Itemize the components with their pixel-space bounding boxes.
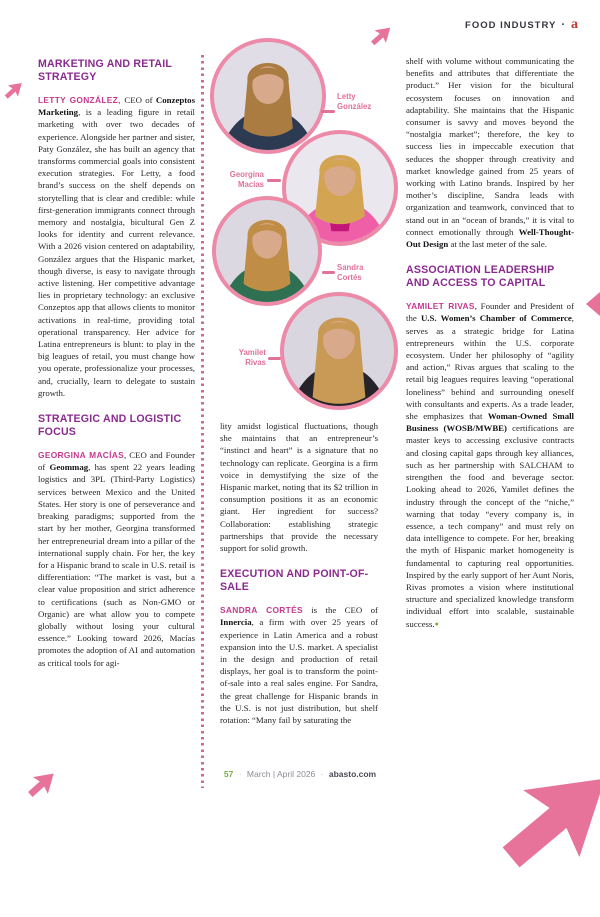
paragraph-sandra: SANDRA CORTÉS is the CEO of Innercia, a firm with over 25 years of experience in Latin America and a robust expansion into the U.S. market. A specialist in the design and production of retail displays, her goal is to transform the point-of-sale into a real sales engine. For Sandra, the great challenge for Hispanic brands in the U.S. is not just distribution, but shelf rotation: “Many fail by saturating the <box>220 605 378 726</box>
phrase-wosb-mwbe: Woman-Owned Small Business (WOSB/MWBE) <box>406 411 574 434</box>
arrow-icon <box>2 78 26 102</box>
column-1 <box>38 58 195 774</box>
company-geommag: Geommag <box>49 462 89 473</box>
photo-label-sandra: Sandra Cortés <box>337 263 364 282</box>
paragraph-yamilet: YAMILET RIVAS, Founder and President of the U.S. Women’s Chamber of Commerce, serves as a strategic bridge for Latina entrepreneurs within the U.S. corporate ecosystem. Under her philosophy of “agility and action,” Rivas argues that scaling to the retail big leagues requires leaving “operational loneliness” behind and surrounding oneself with consultants and experts. As a trade leader, she emphasizes that Woman-Owned Small Business (WOSB/MWBE) certifications are master keys to accessing exclusive contracts and closing capital gaps through key alliances, such as her partnership with SALCHAM to strengthen the food and beverage sector. Looking ahead to 2026, Yamilet defines the industry through the concept of the “niche,” warning that today “every company is, in essence, a tech company” and must rely on data intelligence to compete. For her, breaking the myth of Hispanic market homogeneity is fundamental to capturing real opportunities. Inspired by the early support of her Aunt Noris, Rivas promotes a vision where institutional structure and specialized knowledge transform individual effort into scalable, sustainable success.● <box>406 301 574 629</box>
label-connector <box>268 357 281 360</box>
photo-yamilet-rivas <box>280 292 398 410</box>
person-name-yamilet: YAMILET RIVAS <box>406 301 475 312</box>
page-header <box>465 19 578 31</box>
column-3 <box>406 55 574 767</box>
photo-sandra-cortes <box>212 196 322 306</box>
section-heading-association: ASSOCIATION LEADERSHIP AND ACCESS TO CAPITAL <box>406 264 555 290</box>
paragraph-georgina: GEORGINA MACÍAS, CEO and Founder of Geommag, has spent 22 years leading logistics and 3PL (Third-Party Logistics) services between Mexico and the United States. Her story is one of perseverance and breaking paradigms; supported from the start by her mother, Georgina transformed her entrepreneurial dream into a pillar of the international supply chain. For her, the key for a Hispanic brand to scale in U.S. retail is differentiation: “The market is vast, but a clear value proposition and strict adherence to certifications (such as Non-GMO or Organic) are what allow you to compete globally without losing your cultural essence.” Looking toward 2026, Macías promotes the adoption of AI and automation as critical tools for agi- <box>38 450 195 668</box>
photo-label-letty: Letty González <box>337 92 372 111</box>
section-heading-marketing: MARKETING AND RETAIL STRATEGY <box>38 58 172 83</box>
photo-label-georgina: Georgina Macías <box>229 170 264 189</box>
label-connector <box>322 271 335 274</box>
company-innercia: Innercia <box>220 617 252 628</box>
arrow-icon <box>586 292 600 316</box>
org-us-womens-chamber: U.S. Women’s Chamber of Commerce <box>420 313 572 324</box>
company-conzeptos: Conzeptos Marketing <box>38 95 195 118</box>
paragraph-letty: LETTY GONZÁLEZ, CEO of Conzeptos Marketing, is a leading figure in retail marketing with over two decades of experience. Alongside her partner and sister, Paty González, she has built an agency that transforms commercial goals into consistent execution strategies. For Letty, a food brand’s success on the shelf depends on storytelling that is clear and credible: while first-generation immigrants connect through memory and nostalgia, bicultural Gen Z looks for identity and current relevance. With a 2026 vision centered on adaptability, González argues that the Hispanic market, though diverse, is easy to navigate through active listening. Her competitive advantage lies in proprietary technology: an exclusive Conzeptos app that allows clients to monitor activations in real-time, providing total operational transparency. Her advice for Latina entrepreneurs is blunt: to play in the big leagues of retail, you must change how you operate, professionalize your processes, and, crucially, learn to delegate to sustain growth. <box>38 95 195 398</box>
abasto-logo: a <box>571 17 578 32</box>
issue-date: March | April 2026 <box>246 769 316 779</box>
person-name-georgina: GEORGINA MACÍAS <box>38 450 125 461</box>
phrase-well-thought-out-design: Well-Thought-Out Design <box>406 226 574 250</box>
person-name-sandra: SANDRA CORTÉS <box>220 605 303 616</box>
photo-label-yamilet: Yamilet Rivas <box>238 348 266 367</box>
paragraph-sandra-continued: shelf with volume without communicating the benefits and attributes that differentiate the product.” Her vision for the bicultural ecosystem focuses on innovation and adaptability. She maintains that the Hispanic consumer is savvy and moves beyond the “nostalgia market”; therefore, the key to success lies in impeccable execution that seduces the shopper through creativity and market knowledge gained from 25 years of working with Latino brands. Inspired by her mother’s discipline, Sandra leads with organization and teamwork, convinced that to stand out in an “ocean of brands,” it is vital to connect emotionally through Well-Thought-Out Design at the last meter of the sale. <box>406 56 574 250</box>
arrow-icon <box>368 22 395 49</box>
dotted-divider <box>201 55 204 788</box>
section-heading-execution: EXECUTION AND POINT-OF-SALE <box>220 568 369 594</box>
label-connector <box>321 110 335 113</box>
page-number: 57 <box>223 769 234 779</box>
footer-separator: · <box>320 769 324 779</box>
footer-separator: · <box>238 769 242 779</box>
header-separator: · <box>561 19 566 31</box>
section-label: FOOD INDUSTRY <box>465 19 557 31</box>
page-footer <box>0 769 600 779</box>
label-connector <box>267 179 281 182</box>
website-link[interactable]: abasto.com <box>328 769 377 779</box>
person-name-letty: LETTY GONZÁLEZ, <box>38 95 125 105</box>
column-2 <box>220 420 378 780</box>
section-heading-logistics: STRATEGIC AND LOGISTIC FOCUS <box>38 413 182 439</box>
paragraph-georgina-continued: lity amidst logistical fluctuations, though she maintains that an entrepreneur’s “instinct and heart” is a signature that no technology can replicate. Georgina is a firm voice in demystifying the size of the Hispanic market, noting that its $2 trillion in consumption positions it as an economic giant. Her ingredient for success? Collaboration: establishing strategic partnerships that provide the necessary support for solid growth. <box>220 421 378 554</box>
end-of-article-icon: ● <box>434 619 439 628</box>
